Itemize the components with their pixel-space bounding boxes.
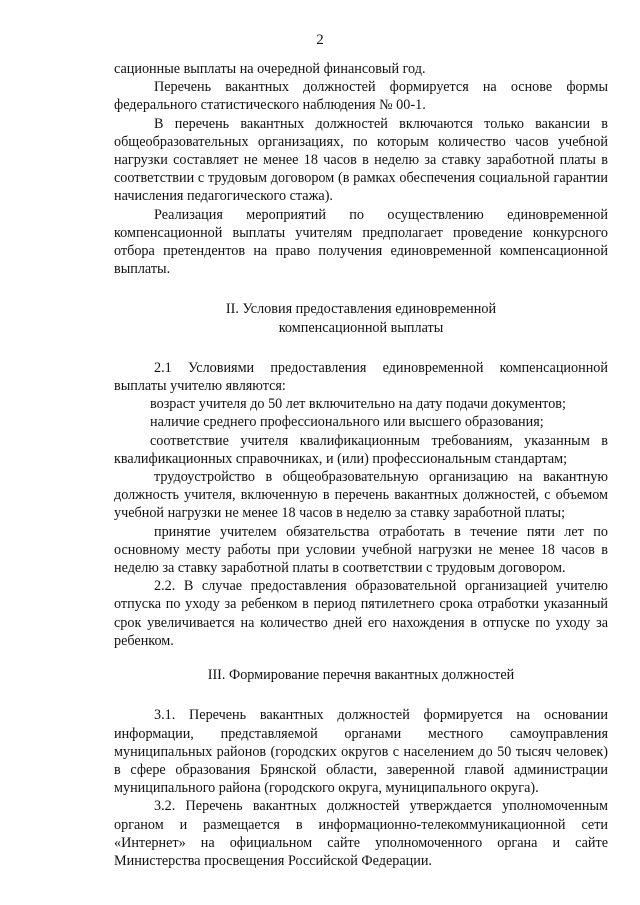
section-2-heading-line-1: II. Условия предоставления единовременной: [225, 301, 497, 318]
clause-3-2: 3.2. Перечень вакантных должностей утверждается уполномоченным органом и размещается в информационно-телекоммуникационной сети «Интернет» на официальном сайте уполномоченного органа и сайте Министерства просвещения Российской Федерации.: [114, 798, 608, 869]
document-body: [114, 60, 608, 870]
condition-employment: трудоустройство в общеобразовательную организацию на вакантную должность учителя, включенную в перечень вакантных должностей, с объемом учебной нагрузки не менее 18 часов в неделю за ставку заработной платы;: [114, 469, 608, 522]
condition-age: возраст учителя до 50 лет включительно на дату подачи документов;: [150, 396, 566, 413]
condition-education: наличие среднего профессионального или высшего образования;: [150, 414, 544, 431]
paragraph-vacancy-list-basis: Перечень вакантных должностей формируется на основе формы федерального статистического наблюдения № 00-1.: [114, 79, 608, 114]
paragraph-continuation: сационные выплаты на очередной финансовый год.: [114, 61, 426, 77]
clause-2-1: 2.1 Условиями предоставления единовременной компенсационной выплаты учителю являются:: [114, 359, 608, 395]
paragraph-vacancy-inclusion: В перечень вакантных должностей включаются только вакансии в общеобразовательных организациях, по которым количество часов учебной нагрузки составляет не менее 18 часов в неделю за ставку заработной платы в соответствии с трудовым договором (в рамках обеспечения социальной гарантии начисления педагогического стажа).: [114, 115, 608, 205]
section-3-heading: III. Формирование перечня вакантных должностей: [207, 667, 515, 684]
section-2-heading-line-2: компенсационной выплаты: [278, 319, 444, 336]
clause-3-1: 3.1. Перечень вакантных должностей формируется на основании информации, представляемой органами местного самоуправления муниципальных районов (городских округов с населением до 50 тысяч человек) в сфере образования Брянской области, заверенной главой администрации муниципального района (городского округа, муниципального округа).: [114, 707, 608, 797]
paragraph-competitive-selection: Реализация мероприятий по осуществлению единовременной компенсационной выплаты учителям предполагает проведение конкурсного отбора претендентов на право получения единовременной компенсационной выплаты.: [114, 206, 608, 278]
page-number: 2: [316, 32, 324, 48]
clause-2-2: 2.2. В случае предоставления образовательной организацией учителю отпуска по уходу за ребенком в период пятилетнего срока отработки указанный срок увеличивается на количество дней его нахождения в отпуске по уходу за ребенком.: [114, 578, 608, 649]
condition-qualification: соответствие учителя квалификационным требованиям, указанным в квалификационных справочниках, и (или) профессиональным стандартам;: [114, 432, 608, 467]
condition-obligation: принятие учителем обязательства отработать в течение пяти лет по основному месту работы при условии учебной нагрузки не менее 18 часов в неделю за ставку заработной платы в соответствии с трудовым договором.: [114, 523, 608, 577]
